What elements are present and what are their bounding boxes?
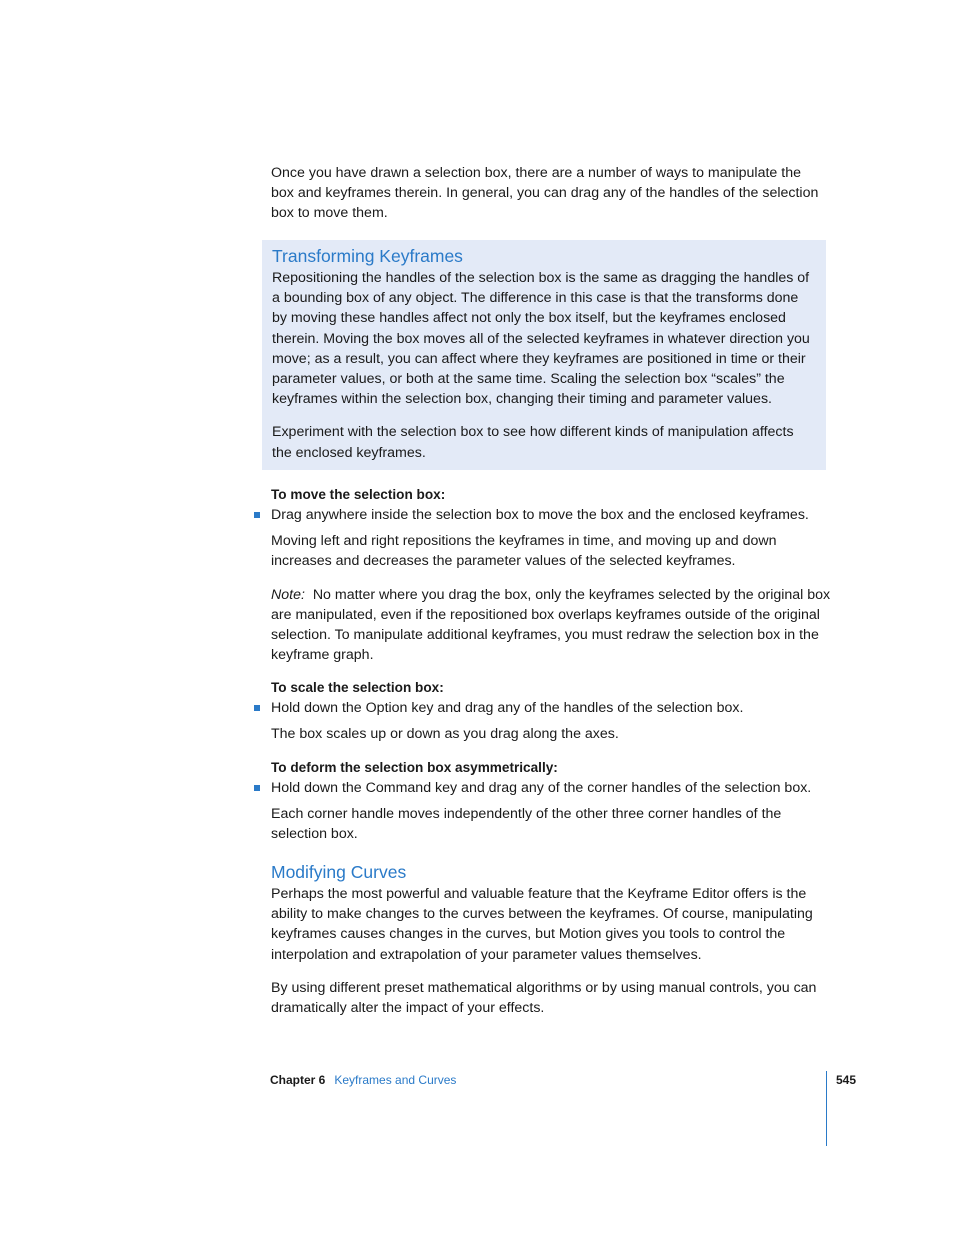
intro-paragraph: Once you have drawn a selection box, there are a number of ways to manipulate the box and keyframes therein. In general, you can drag any of the handles of the selection box to move them. — [271, 165, 819, 222]
move-bullet-text: Drag anywhere inside the selection box to move the box and the enclosed keyframes. — [271, 507, 809, 523]
footer-chapter: Chapter 6 — [270, 1073, 326, 1087]
square-bullet-icon — [254, 512, 260, 518]
deform-bullet-item — [271, 778, 831, 798]
page-number: 545 — [836, 1073, 857, 1087]
callout-paragraph-1: Repositioning the handles of the selection box is the same as dragging the handles of a bounding box of any object. The difference in this case is that the transforms done by moving these handles affect not only the box itself, but the keyframes enclosed therein. Moving the box moves all of the selected keyframes in whatever direction you move; as a result, you can affect where they keyframes are positioned in time or their parameter values, or both at the same time. Scaling the selection box “scales” the keyframes within the selection box, changing their timing and parameter values. — [272, 270, 810, 408]
scale-task-heading: To scale the selection box: — [271, 680, 444, 695]
move-bullet-item — [271, 505, 831, 525]
square-bullet-icon — [254, 785, 260, 791]
callout-title: Transforming Keyframes — [272, 246, 463, 266]
scale-task — [271, 678, 831, 744]
deform-task-heading: To deform the selection box asymmetrically: — [271, 760, 558, 775]
page-footer — [270, 1071, 456, 1089]
move-task — [271, 485, 831, 665]
deform-task — [271, 758, 831, 845]
curves-paragraph-1: Perhaps the most powerful and valuable feature that the Keyframe Editor offers is the ability to make changes to the curves between the keyframes. Of course, manipulating keyframes causes changes in the curves, but Motion gives you tools to control the interpolation and extrapolation of your parameter values themselves. — [271, 886, 813, 963]
scale-bullet-text: Hold down the Option key and drag any of the handles of the selection box. — [271, 700, 744, 716]
move-task-heading: To move the selection box: — [271, 487, 446, 502]
transforming-keyframes-callout — [262, 240, 826, 470]
section-title: Modifying Curves — [271, 862, 407, 882]
scale-paragraph: The box scales up or down as you drag along the axes. — [271, 726, 619, 743]
callout-paragraph-2: Experiment with the selection box to see how different kinds of manipulation affects the enclosed keyframes. — [272, 424, 794, 461]
deform-paragraph: Each corner handle moves independently of the other three corner handles of the selection box. — [271, 806, 782, 843]
move-note — [271, 585, 831, 666]
scale-bullet-item — [271, 698, 831, 718]
move-paragraph: Moving left and right repositions the keyframes in time, and moving up and down increases and decreases the parameter values of the selected keyframes. — [271, 533, 777, 570]
footer-chapter-title[interactable]: Keyframes and Curves — [334, 1073, 457, 1087]
curves-paragraph-2: By using different preset mathematical algorithms or by using manual controls, you can dramatically alter the impact of your effects. — [271, 979, 817, 1017]
note-text: No matter where you drag the box, only the keyframes selected by the original box are manipulated, even if the repositioned box overlaps keyframes outside of the original selection. To manipulate additional keyframes, you must redraw the selection box in the keyframe graph. — [271, 586, 831, 664]
footer-divider — [826, 1071, 827, 1146]
square-bullet-icon — [254, 705, 260, 711]
modifying-curves-section — [271, 860, 827, 1018]
note-label: Note: — [271, 586, 305, 603]
deform-bullet-text: Hold down the Command key and drag any of the corner handles of the selection box. — [271, 780, 812, 796]
